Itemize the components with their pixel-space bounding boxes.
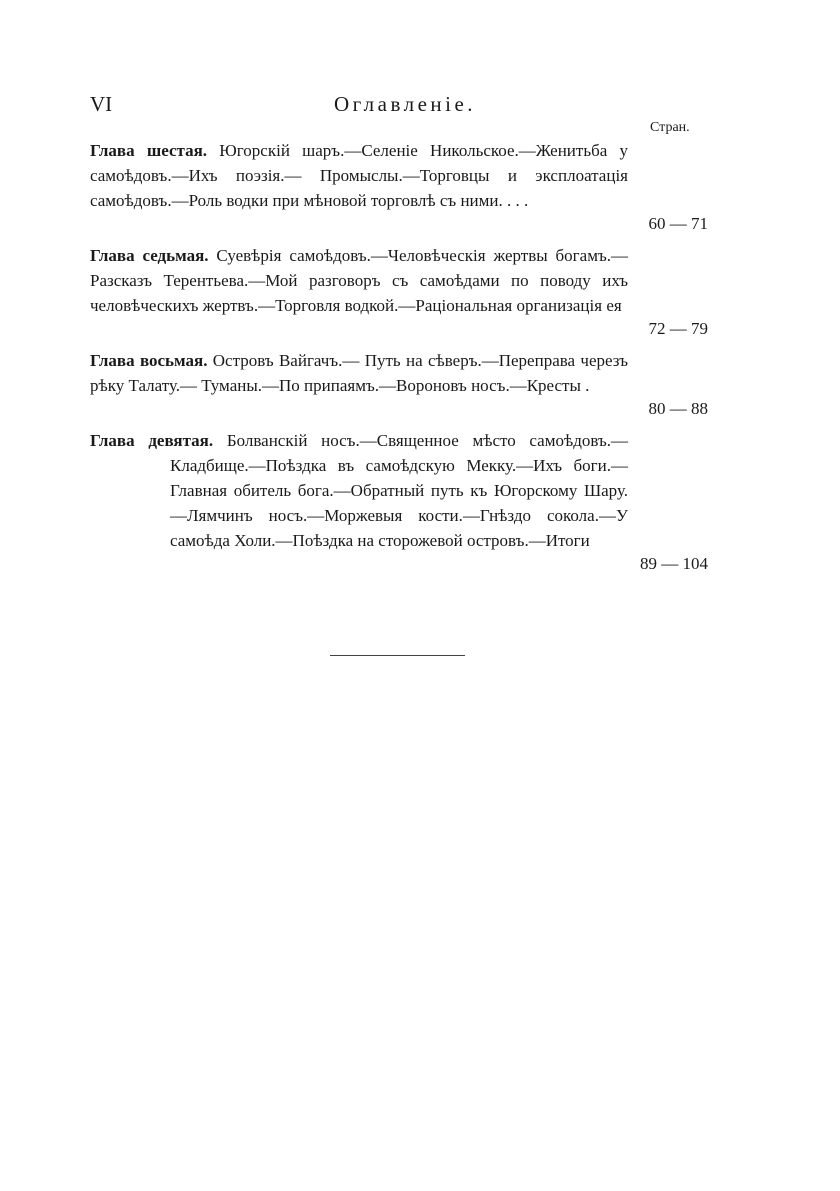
- toc-entry-chapter-7: [90, 243, 712, 343]
- toc-entry-text: [90, 348, 628, 398]
- chapter-heading: Глава седьмая.: [90, 246, 209, 265]
- page-range: 80 — 88: [648, 399, 708, 418]
- page-range: 60 — 71: [648, 214, 708, 233]
- page-range: 89 — 104: [640, 554, 708, 573]
- pages-column-label: Стран.: [650, 120, 690, 135]
- page-number: VI: [90, 92, 113, 116]
- toc-entry-text: [90, 138, 628, 213]
- toc-entry-chapter-8: [90, 348, 712, 423]
- toc-entry-text: [90, 428, 628, 553]
- chapter-summary: Островъ Вайгачъ.— Путь на сѣверъ.—Переправа черезъ рѣку Талату.— Туманы.—По припаямъ.—Вороновъ носъ.—Кресты .: [90, 351, 628, 395]
- chapter-summary: Югорскій шаръ.—Селеніе Никольское.—Женитьба у самоѣдовъ.—Ихъ поэзія.— Промыслы.—Торговцы и эксплоатація самоѣдовъ.—Роль водки при мѣновой торговлѣ съ ними. . . .: [90, 141, 629, 210]
- page-range: 72 — 79: [648, 319, 708, 338]
- toc-entry-text: [90, 243, 628, 318]
- toc-entry-chapter-9: [90, 428, 712, 578]
- toc-entry-chapter-6: [90, 138, 712, 238]
- closing-rule: [330, 655, 465, 656]
- chapter-summary: Суевѣрія самоѣдовъ.—Человѣческія жертвы богамъ.—Разсказъ Терентьева.—Мой разговоръ съ самоѣдами по поводу ихъ человѣческихъ жертвъ.—Торговля водкой.—Раціональная организація ея: [90, 246, 628, 315]
- chapter-heading: Глава восьмая.: [90, 351, 208, 370]
- chapter-heading: Глава шестая.: [90, 141, 208, 160]
- chapter-summary: Болванскій носъ.—Священное мѣсто самоѣдовъ.—Кладбище.—Поѣздка въ самоѣдскую Мекку.—Ихъ боги.—Главная обитель бога.—Обратный путь къ Югорскому Шару.—Лямчинъ носъ.—Моржевыя кости.—Гнѣздо сокола.—У самоѣда Холи.—Поѣздка на сторожевой островъ.—Итоги: [170, 431, 628, 550]
- page-title: Оглавленіе.: [333, 92, 477, 116]
- chapter-heading: Глава девятая.: [90, 431, 214, 450]
- table-of-contents: [90, 138, 712, 578]
